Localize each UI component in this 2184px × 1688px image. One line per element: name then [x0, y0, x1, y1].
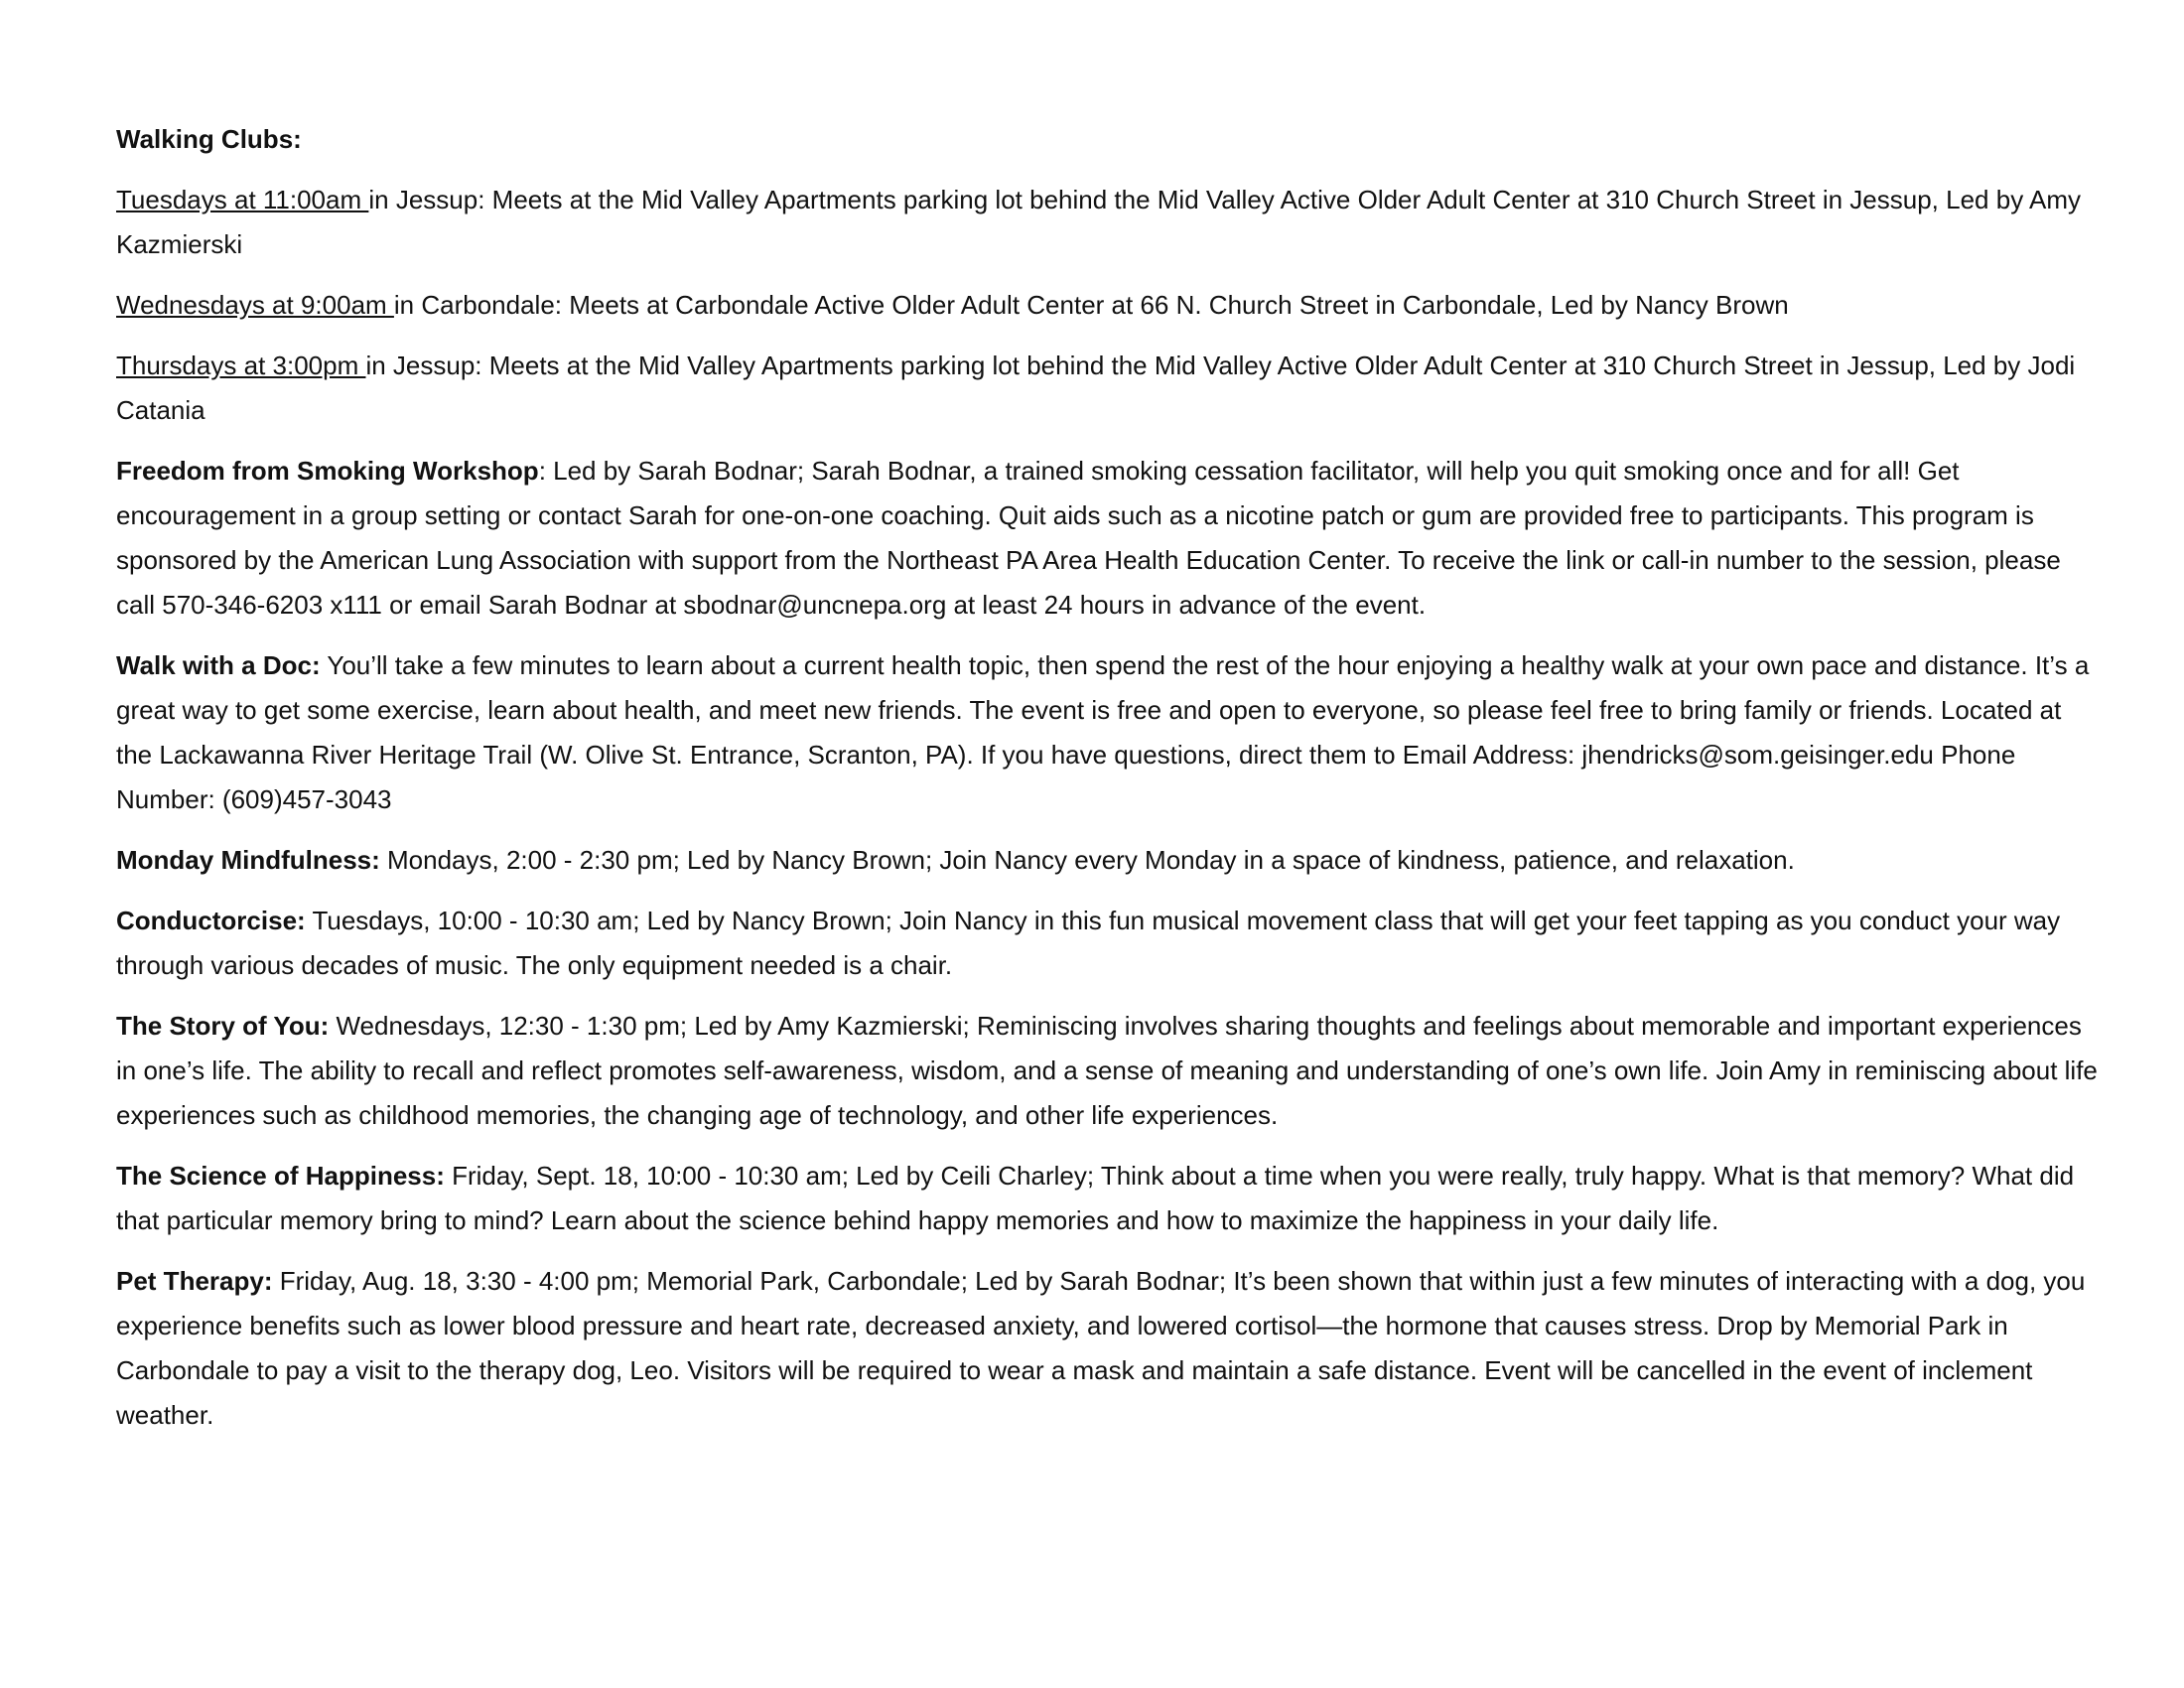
program-description: Friday, Sept. 18, 10:00 - 10:30 am; Led by Ceili Charley; Think about a time when you were really, truly happy. What is that memory? What did that particular memory bring to mind? Learn about the science behind happy memories and how to maximize the happiness in your daily life. — [116, 1161, 2075, 1235]
program-pet-therapy — [116, 1259, 2100, 1438]
walking-club-thursday — [116, 344, 2100, 433]
program-conductorcise — [116, 899, 2100, 988]
program-description: Mondays, 2:00 - 2:30 pm; Led by Nancy Brown; Join Nancy every Monday in a space of kindness, patience, and relaxation. — [379, 845, 1795, 875]
program-title: Conductorcise: — [116, 906, 306, 935]
walking-club-wednesday-details: in Carbondale: Meets at Carbondale Active Older Adult Center at 66 N. Church Street in Carbondale, Led by Nancy Brown — [393, 290, 1789, 320]
document-page — [116, 117, 2100, 1454]
program-science-of-happiness — [116, 1154, 2100, 1243]
walking-club-thursday-details: in Jessup: Meets at the Mid Valley Apartments parking lot behind the Mid Valley Active Older Adult Center at 310 Church Street in Jessup, Led by Jodi Catania — [116, 351, 2076, 425]
program-title: Walk with a Doc: — [116, 650, 321, 680]
program-title: The Story of You: — [116, 1011, 330, 1041]
program-title: The Science of Happiness: — [116, 1161, 445, 1191]
walking-club-wednesday-time: Wednesdays at 9:00am — [116, 290, 394, 320]
program-description: : Led by Sarah Bodnar; Sarah Bodnar, a trained smoking cessation facilitator, will help you quit smoking once and for all! Get encouragement in a group setting or contact Sarah for one-on-one coaching. Quit aids such as a nicotine patch or gum are provided free to participants. This program is sponsored by the American Lung Association with support from the Northeast PA Area Health Education Center. To receive the link or call-in number to the session, please call 570-346-6203 x111 or email Sarah Bodnar at sbodnar@uncnepa.org at least 24 hours in advance of the event. — [116, 456, 2061, 620]
program-description: Tuesdays, 10:00 - 10:30 am; Led by Nancy Brown; Join Nancy in this fun musical movement class that will get your feet tapping as you conduct your way through various decades of music. The only equipment needed is a chair. — [116, 906, 2061, 980]
walking-club-tuesday — [116, 178, 2100, 267]
program-title: Monday Mindfulness: — [116, 845, 380, 875]
program-description: Wednesdays, 12:30 - 1:30 pm; Led by Amy Kazmierski; Reminiscing involves sharing thoughts and feelings about memorable and important experiences in one’s life. The ability to recall and reflect promotes self-awareness, wisdom, and a sense of meaning and understanding of one’s own life. Join Amy in reminiscing about life experiences such as childhood memories, the changing age of technology, and other life experiences. — [116, 1011, 2098, 1130]
program-walk-with-a-doc — [116, 643, 2100, 822]
walking-club-tuesday-time: Tuesdays at 11:00am — [116, 185, 369, 214]
program-description: Friday, Aug. 18, 3:30 - 4:00 pm; Memorial Park, Carbondale; Led by Sarah Bodnar; It’s been shown that within just a few minutes of interacting with a dog, you experience benefits such as lower blood pressure and heart rate, decreased anxiety, and lowered cortisol—the hormone that causes stress. Drop by Memorial Park in Carbondale to pay a visit to the therapy dog, Leo. Visitors will be required to wear a mask and maintain a safe distance. Event will be cancelled in the event of inclement weather. — [116, 1266, 2086, 1430]
walking-club-wednesday — [116, 283, 2100, 328]
program-description: You’ll take a few minutes to learn about a current health topic, then spend the rest of the hour enjoying a healthy walk at your own pace and distance. It’s a great way to get some exercise, learn about health, and meet new friends. The event is free and open to everyone, so please feel free to bring family or friends. Located at the Lackawanna River Heritage Trail (W. Olive St. Entrance, Scranton, PA). If you have questions, direct them to Email Address: jhendricks@som.geisinger.edu Phone Number: (609)457-3043 — [116, 650, 2090, 814]
program-monday-mindfulness — [116, 838, 2100, 883]
program-story-of-you — [116, 1004, 2100, 1138]
program-freedom-from-smoking — [116, 449, 2100, 628]
walking-club-thursday-time: Thursdays at 3:00pm — [116, 351, 366, 380]
program-title: Freedom from Smoking Workshop — [116, 456, 539, 486]
walking-club-tuesday-details: in Jessup: Meets at the Mid Valley Apartments parking lot behind the Mid Valley Active Older Adult Center at 310 Church Street in Jessup, Led by Amy Kazmierski — [116, 185, 2081, 259]
program-title: Pet Therapy: — [116, 1266, 273, 1296]
walking-clubs-heading: Walking Clubs: — [116, 124, 302, 154]
